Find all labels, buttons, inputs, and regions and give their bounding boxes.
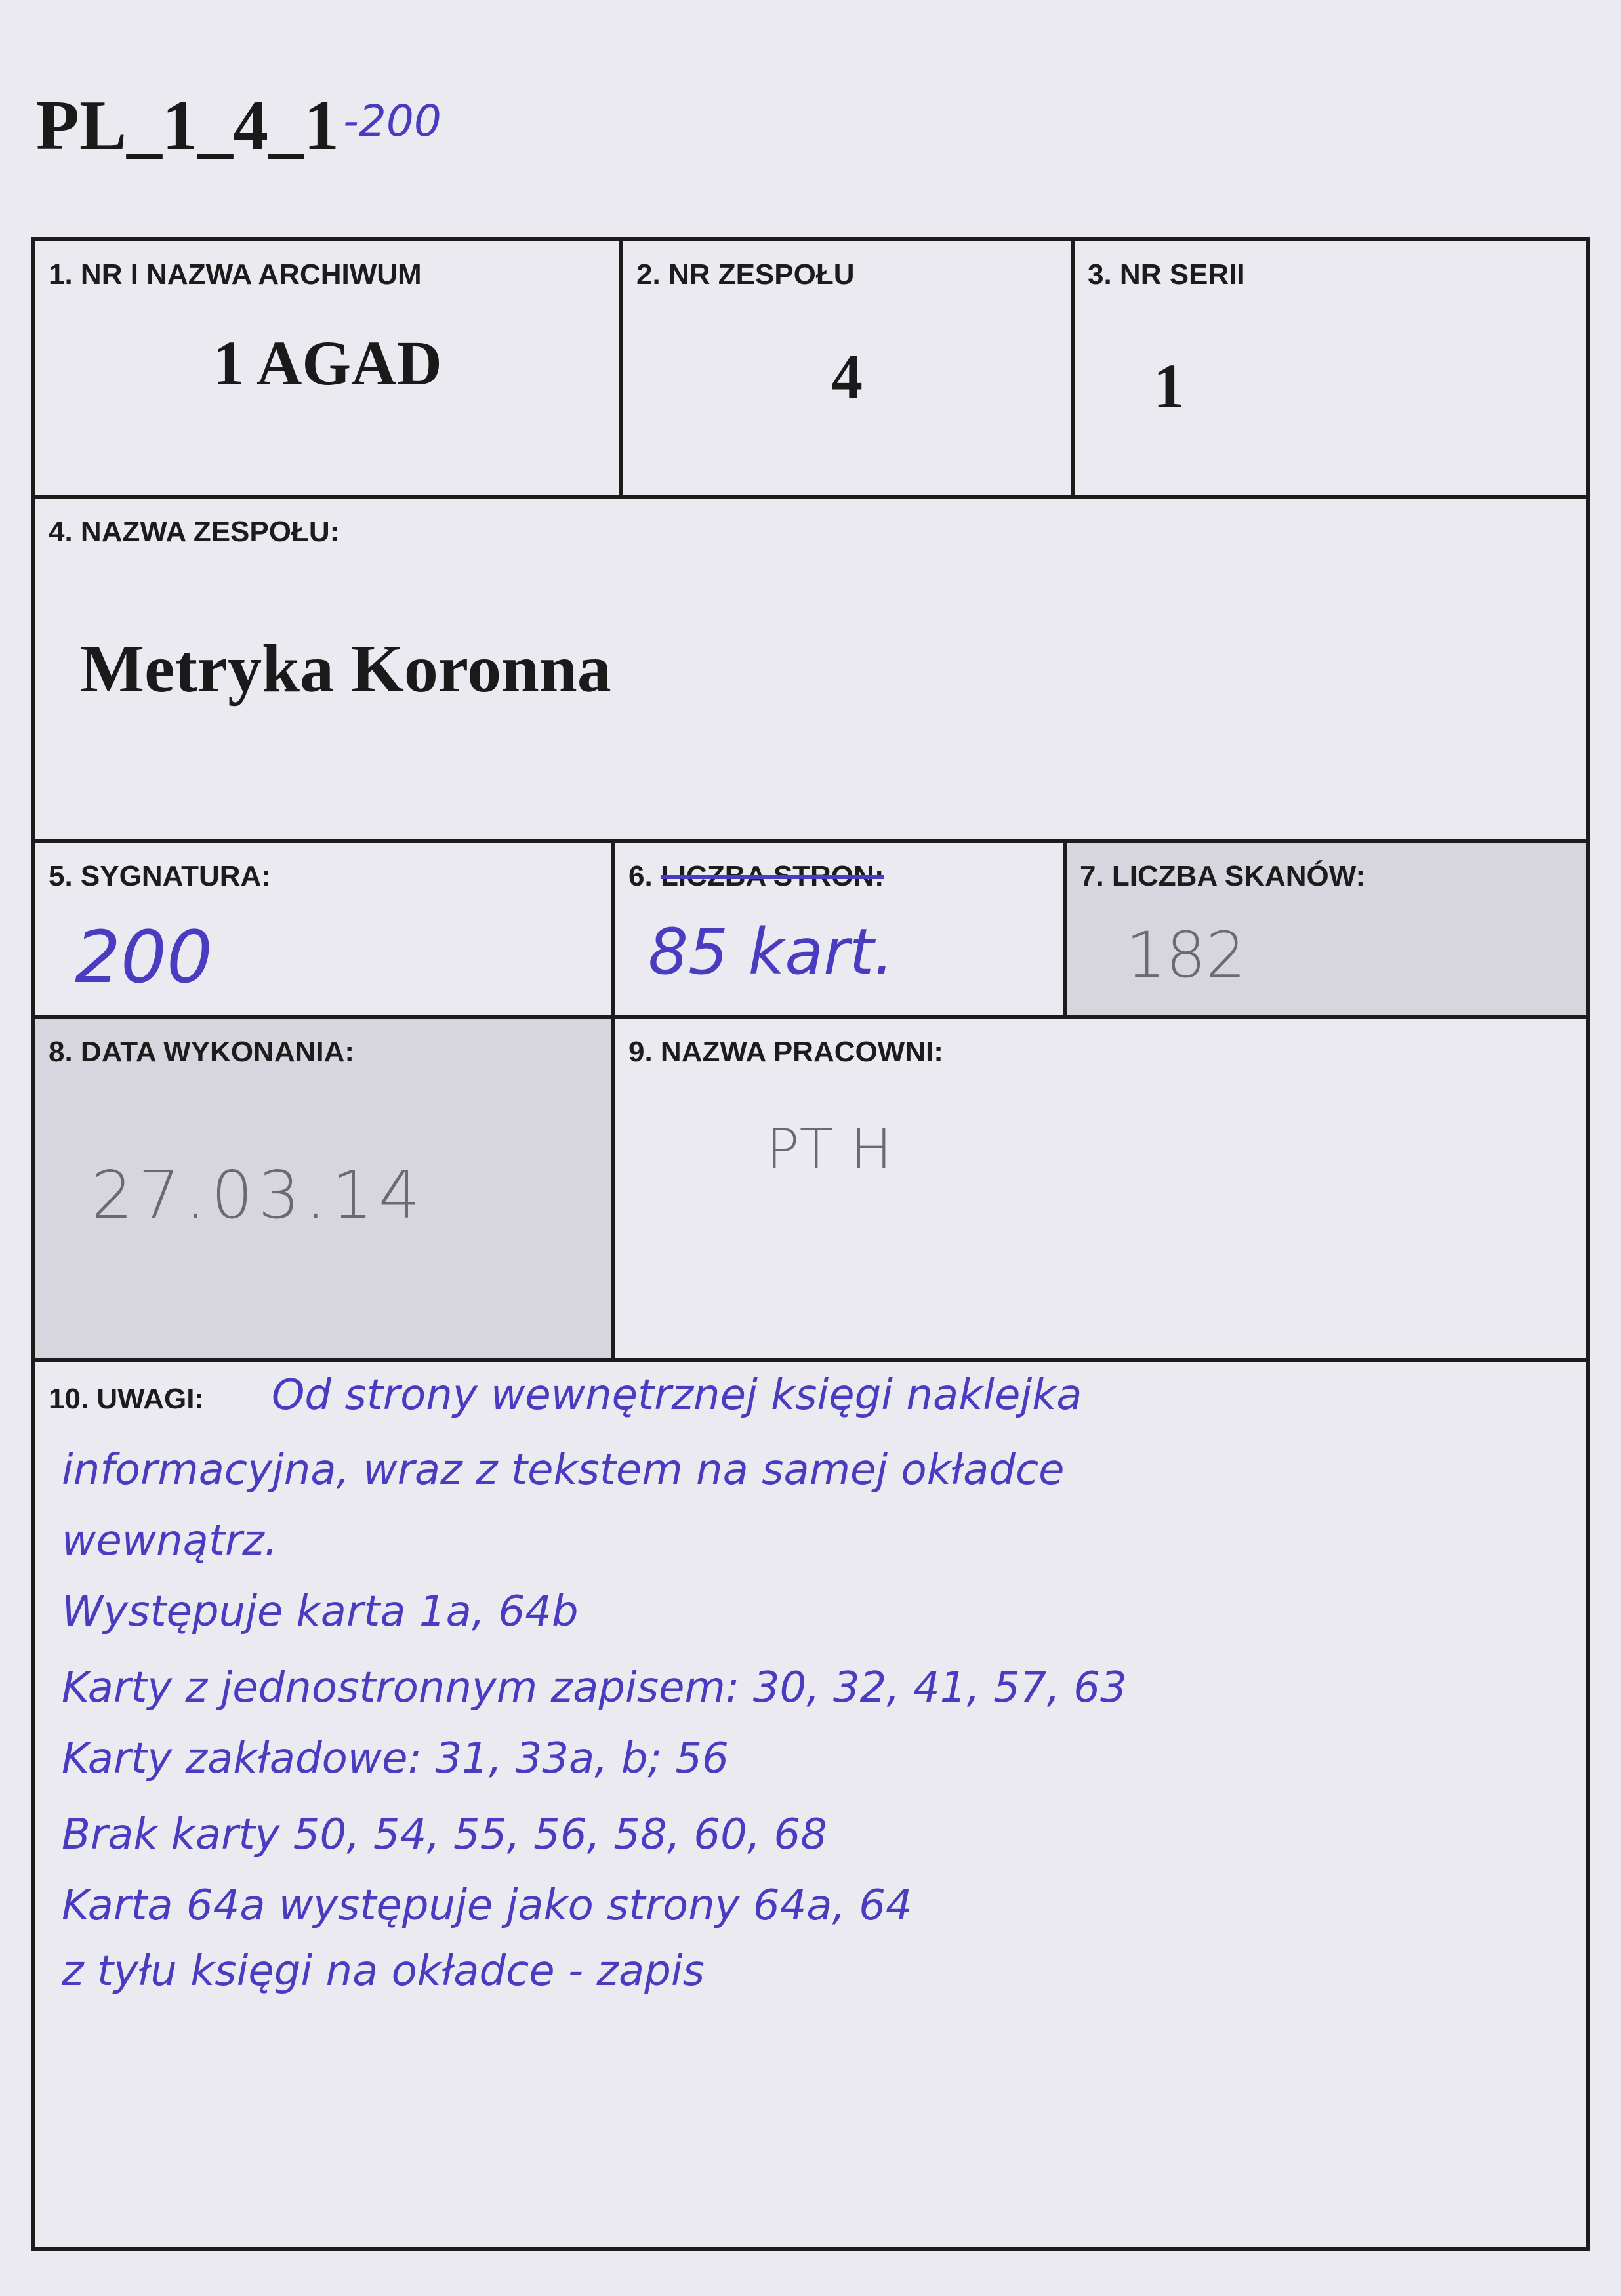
scans-value: 182	[1126, 918, 1246, 992]
remarks-label: 10. UWAGI:	[49, 1383, 205, 1415]
fond-number-cell	[623, 241, 1075, 499]
signature-label: 5. SYGNATURA:	[49, 860, 271, 892]
workshop-cell	[615, 1019, 1586, 1362]
remarks-line: Od strony wewnętrznej księgi naklejka	[272, 1371, 1082, 1420]
workshop-value: PT H	[766, 1117, 892, 1181]
fond-number-label: 2. NR ZESPOŁU	[636, 258, 855, 291]
remarks-line: z tyłu księgi na okładce - zapis	[62, 1947, 705, 1996]
remarks-line: wewnątrz.	[62, 1517, 278, 1565]
date-label: 8. DATA WYKONANIA:	[49, 1036, 355, 1068]
workshop-label: 9. NAZWA PRACOWNI:	[628, 1036, 943, 1068]
document-code-printed: PL_1_4_1	[36, 87, 340, 165]
remarks-line: Występuje karta 1a, 64b	[62, 1588, 579, 1636]
pages-label	[628, 860, 884, 893]
pages-cell	[615, 843, 1067, 1019]
date-cell	[35, 1019, 615, 1362]
fond-name-label: 4. NAZWA ZESPOŁU:	[49, 516, 340, 548]
signature-value: 200	[75, 915, 213, 999]
fond-name-cell	[35, 499, 1586, 843]
series-number-label: 3. NR SERII	[1088, 258, 1245, 291]
series-number-cell	[1075, 241, 1586, 499]
archive-label: 1. NR I NAZWA ARCHIWUM	[49, 258, 422, 291]
archive-cell	[35, 241, 623, 499]
archive-value: 1 AGAD	[213, 328, 442, 398]
remarks-line: Brak karty 50, 54, 55, 56, 58, 60, 68	[62, 1811, 827, 1859]
remarks-line: Karta 64a występuje jako strony 64a, 64	[62, 1881, 913, 1930]
remarks-line: Karty zakładowe: 31, 33a, b; 56	[62, 1734, 729, 1783]
fond-number-value: 4	[831, 341, 863, 411]
series-number-value: 1	[1153, 351, 1185, 421]
document-code	[36, 85, 441, 167]
fond-name-value: Metryka Koronna	[80, 631, 611, 707]
pages-label-number: 6.	[628, 860, 653, 892]
scans-label: 7. LICZBA SKANÓW:	[1080, 860, 1366, 892]
document-code-handwritten: -200	[343, 96, 441, 146]
scans-cell	[1067, 843, 1586, 1019]
date-value: 27.03.14	[91, 1157, 426, 1233]
metadata-form	[31, 237, 1590, 2251]
remarks-line: Karty z jednostronnym zapisem: 30, 32, 41, 57, 63	[62, 1664, 1127, 1712]
pages-value: 85 kart.	[648, 915, 894, 989]
signature-cell	[35, 843, 615, 1019]
pages-label-struck: LICZBA STRON:	[660, 860, 884, 892]
remarks-line: informacyjna, wraz z tekstem na samej okładce	[62, 1446, 1065, 1494]
